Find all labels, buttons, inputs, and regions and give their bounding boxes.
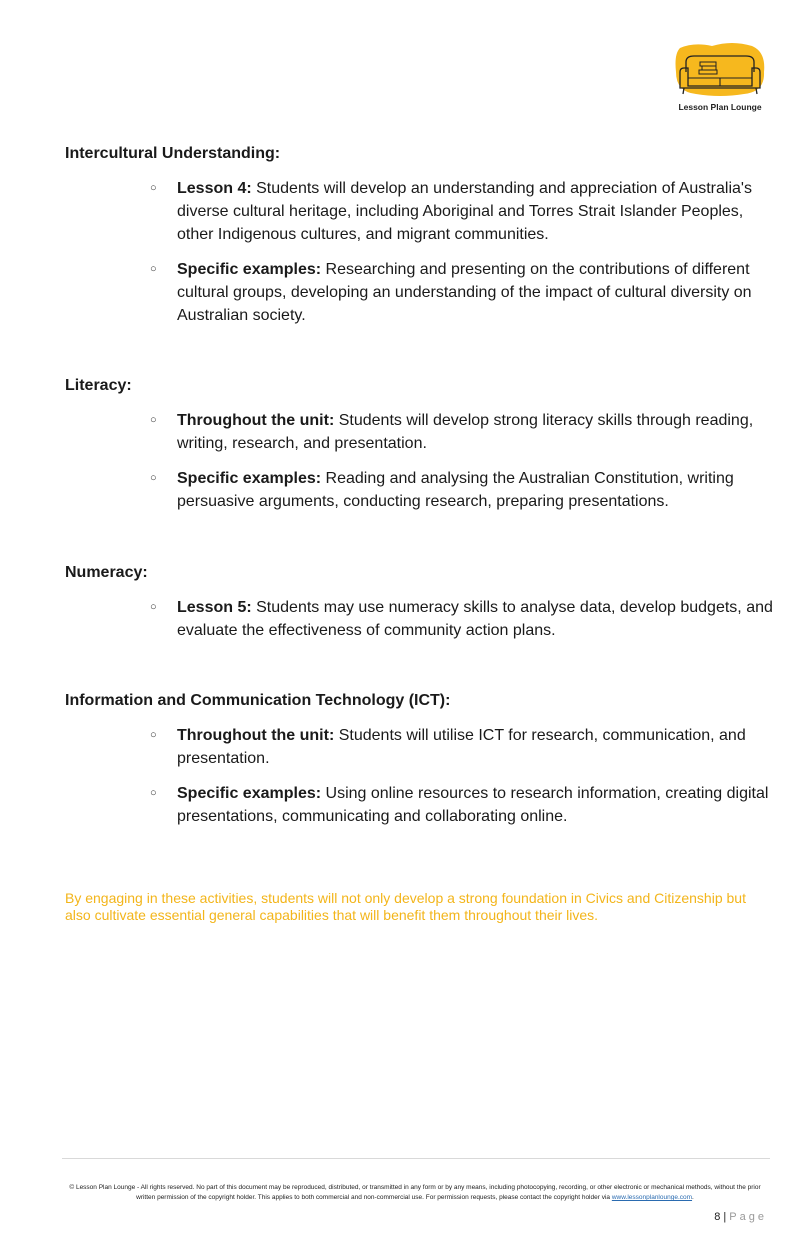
bullet-circle-icon: ○ (150, 263, 157, 275)
bullet-list (65, 724, 775, 828)
item-text: Students may use numeracy skills to analyse data, develop budgets, and evaluate the effectiveness of community action plans. (177, 599, 773, 639)
bullet-list (65, 177, 775, 327)
section-heading: Information and Communication Technology (ICT): (65, 692, 451, 709)
list-item (65, 177, 775, 246)
sofa-icon (672, 42, 768, 100)
item-text: Students will develop strong literacy skills through reading, writing, research, and presentation. (177, 412, 754, 452)
item-label: Throughout the unit: (177, 727, 335, 744)
item-text: Students will utilise ICT for research, communication, and presentation. (177, 727, 746, 767)
bullet-circle-icon: ○ (150, 414, 157, 426)
list-item (65, 782, 775, 828)
item-text: Students will develop an understanding and appreciation of Australia's diverse cultural heritage, including Aboriginal and Torres Strait Islander Peoples, other Indigenous cultures, and migrant communities. (177, 180, 752, 243)
page-separator: | (720, 1211, 730, 1223)
website-link[interactable]: www.lessonplanlounge.com (611, 1194, 693, 1201)
item-text: Reading and analysing the Australian Constitution, writing persuasive arguments, conducting research, preparing presentations. (177, 470, 734, 510)
item-text: Using online resources to research information, creating digital presentations, communicating and collaborating online. (177, 785, 769, 825)
section-heading: Numeracy: (65, 564, 148, 581)
footer-copyright (65, 1183, 765, 1203)
bullet-circle-icon: ○ (150, 787, 157, 799)
list-item (65, 258, 775, 327)
section-intercultural-understanding (65, 144, 775, 327)
page-number-value: 8 (714, 1211, 721, 1223)
conclusion-text: By engaging in these activities, students will not only develop a strong foundation in Civics and Citizenship but also cultivate essential general capabilities that will benefit them throughout their lives. (65, 890, 746, 923)
item-text: Researching and presenting on the contributions of different cultural groups, developing an understanding of the impact of cultural diversity on Australian society. (177, 261, 752, 324)
copyright-text: © Lesson Plan Lounge - All rights reserved. No part of this document may be reproduced, distributed, or transmitted in any form or by any means, including photocopying, recording, or other electronic or mechanical methods, without the prior written permission of the copyright holder. This applies to both commercial and non-commercial use. For permission requests, please contact the copyright holder via (69, 1184, 761, 1201)
section-ict (65, 691, 775, 828)
list-item (65, 724, 775, 770)
section-literacy (65, 376, 775, 513)
item-label: Throughout the unit: (177, 412, 335, 429)
bullet-circle-icon: ○ (150, 729, 157, 741)
footer-link-suffix: . (692, 1194, 694, 1201)
page-number (714, 1211, 767, 1223)
list-item (65, 467, 775, 513)
item-label: Specific examples: (177, 261, 322, 278)
bullet-circle-icon: ○ (150, 601, 157, 613)
item-label: Lesson 4: (177, 180, 252, 197)
bullet-circle-icon: ○ (150, 472, 157, 484)
item-label: Specific examples: (177, 470, 322, 487)
footer-divider (62, 1158, 770, 1159)
section-heading: Literacy: (65, 377, 132, 394)
section-heading: Intercultural Understanding: (65, 145, 281, 162)
bullet-circle-icon: ○ (150, 182, 157, 194)
logo-text: Lesson Plan Lounge (678, 102, 762, 112)
item-label: Lesson 5: (177, 599, 252, 616)
lesson-plan-lounge-logo (672, 42, 772, 117)
list-item (65, 596, 775, 642)
section-numeracy (65, 563, 775, 642)
item-label: Specific examples: (177, 785, 322, 802)
list-item (65, 409, 775, 455)
bullet-list (65, 596, 775, 642)
bullet-list (65, 409, 775, 513)
page-word: Page (729, 1211, 767, 1223)
